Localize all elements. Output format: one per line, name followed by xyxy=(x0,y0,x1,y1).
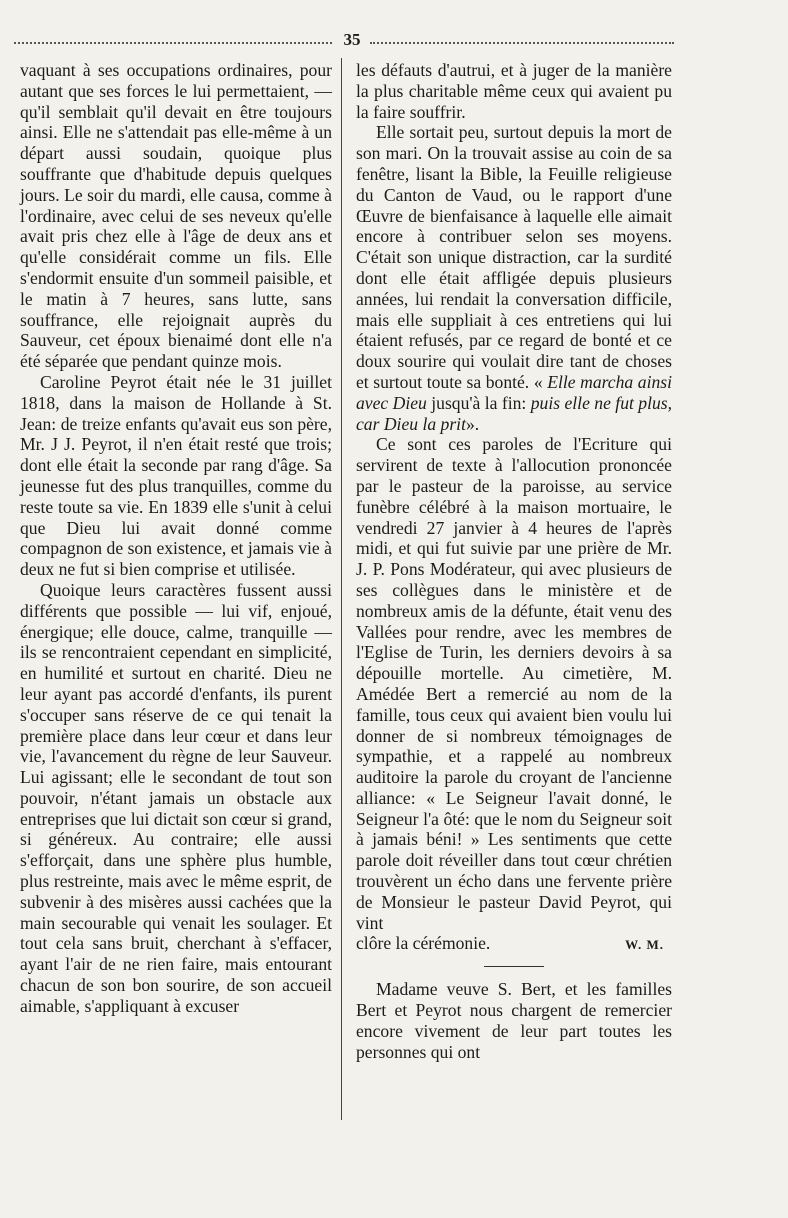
quote-italic: puis elle ne fut plus, car Dieu la prit xyxy=(356,392,673,434)
left-column xyxy=(20,60,332,1017)
quote-close: ». xyxy=(465,413,480,434)
quote-text: jusqu'à la fin: xyxy=(431,392,527,413)
quote-open: « xyxy=(533,371,543,392)
page-number: 35 xyxy=(343,30,361,49)
signature: W. M. xyxy=(625,937,664,953)
paragraph: Ce sont ces paroles de l'Ecriture qui servirent de texte à l'allocution prononcée par le pasteur de la paroisse, au service funèbre célébré à la maison mortuaire, le vendredi 27 janvier à 4 heures de l'après midi, et qui fut suivie par une prière de Mr. J. P. Pons Modérateur, qui avec plusieurs de ses collègues dans le ministère et de nombreux amis de la défunte, était venu des Vallées pour rendre, avec les membres de l'Eglise de Turin, les derniers devoirs à sa dépouille mortelle. Au cimetière, M. Amédée Bert a remercié au nom de la famille, tous ceux qui avaient bien voulu lui donner de si nombreux témoignages de sympathie, et a rappelé au nombreux auditoire la parole du croyant de l'ancienne alliance: « Le Seigneur l'avait donné, le Seigneur l'a ôté: que le nom du Seigneur soit à jamais béni! » Les sentiments que cette parole doit réveiller dans tout cœur chrétien trouvèrent un écho dans une fervente prière de Monsieur le pasteur David Peyrot, qui vint xyxy=(356,434,672,933)
closing-line xyxy=(356,933,672,956)
paragraph: Quoique leurs caractères fussent aussi différents que possible — lui vif, enjoué, énergique; elle douce, calme, tranquille — ils se rencontraient cependant en simplicité, en humilité et surtout en charité. Dieu ne leur ayant pas accordé d'enfants, ils purent s'occuper sans réserve de ce qui tenait la première place dans leur cœur et dans leur vie, l'avancement du règne de leur Sauveur. Lui agissant; elle le secondant de tout son pouvoir, n'étant jamais un obstacle aux entreprises que lui dictait son cœur si grand, si généreux. Au contraire; elle aussi s'efforçait, dans une sphère plus humble, plus restreinte, mais avec le même esprit, de subvenir à des misères aussi cachées que la main secourable qui venait les soulager. Et tout cela sans bruit, cherchant à s'effacer, ayant l'air de ne rien faire, mais entourant chacun de son bon sourire, de son accueil aimable, s'appliquant à excuser xyxy=(20,579,332,1016)
paragraph: vaquant à ses occupations ordinaires, pour autant que ses forces le lui permettaient, — qu'il semblait qu'il devait en être toujours ainsi. Elle ne s'attendait pas elle-même à un départ aussi soudain, quoique plus souffrante que d'habitude depuis quelques jours. Le soir du mardi, elle causa, comme à l'ordinaire, avec celui de ses neveux qu'elle avait pris chez elle à l'âge de deux ans et qu'elle considérait comme un fils. Elle s'endormit ensuite d'un sommeil paisible, et le matin à 7 heures, sans lutte, sans souffrance, elle rejoignait auprès du Sauveur, cet époux bienaimé dont elle n'a été séparée que pendant quinze mois. xyxy=(20,60,332,372)
page-header xyxy=(14,30,774,52)
header-rule-right xyxy=(370,42,674,44)
right-column xyxy=(356,60,672,1062)
paragraph xyxy=(356,122,672,434)
quote-italic: Elle marcha ainsi avec Dieu xyxy=(356,371,673,413)
column-divider xyxy=(341,58,342,1120)
section-separator xyxy=(484,966,544,967)
paragraph-text: Elle sortait peu, surtout depuis la mort de son mari. On la trouvait assise au coin de sa fenêtre, lisant la Bible, la Feuille religieuse du Canton de Vaud, ou le rapport d'une Œuvre de bienfaisance à laquelle elle aimait encore à contribuer selon ses moyens. C'était son unique distraction, car la surdité dont elle était affligée depuis plusieurs années, lui rendait la conversation difficile, mais elle suppliait à ces entretiens qui lui étaient refusés, par ce regard de bonté et ce doux sourire qui voulait dire tant de choses et surtout toute sa bonté. xyxy=(356,122,672,392)
paragraph-last-line: clôre la cérémonie. xyxy=(356,933,491,954)
paragraph: les défauts d'autrui, et à juger de la manière la plus charitable même ceux qui avaient pu la faire souffrir. xyxy=(356,60,672,122)
paragraph: Caroline Peyrot était née le 31 juillet 1818, dans la maison de Hollande à St. Jean: de treize enfants qu'avait eus son père, Mr. J J. Peyrot, il n'en était resté que trois; dont elle était la seconde par rang d'âge. Sa jeunesse fut des plus tranquilles, comme du reste toute sa vie. En 1839 elle s'unit à celui que Dieu lui avait donné comme compagnon de son existence, et jamais vie à deux ne fut si bien comprise et utilisée. xyxy=(20,371,332,580)
paragraph: Madame veuve S. Bert, et les familles Bert et Peyrot nous chargent de remercier encore vivement de leur part toutes les personnes qui ont xyxy=(356,979,672,1062)
header-rule-left xyxy=(14,42,332,44)
